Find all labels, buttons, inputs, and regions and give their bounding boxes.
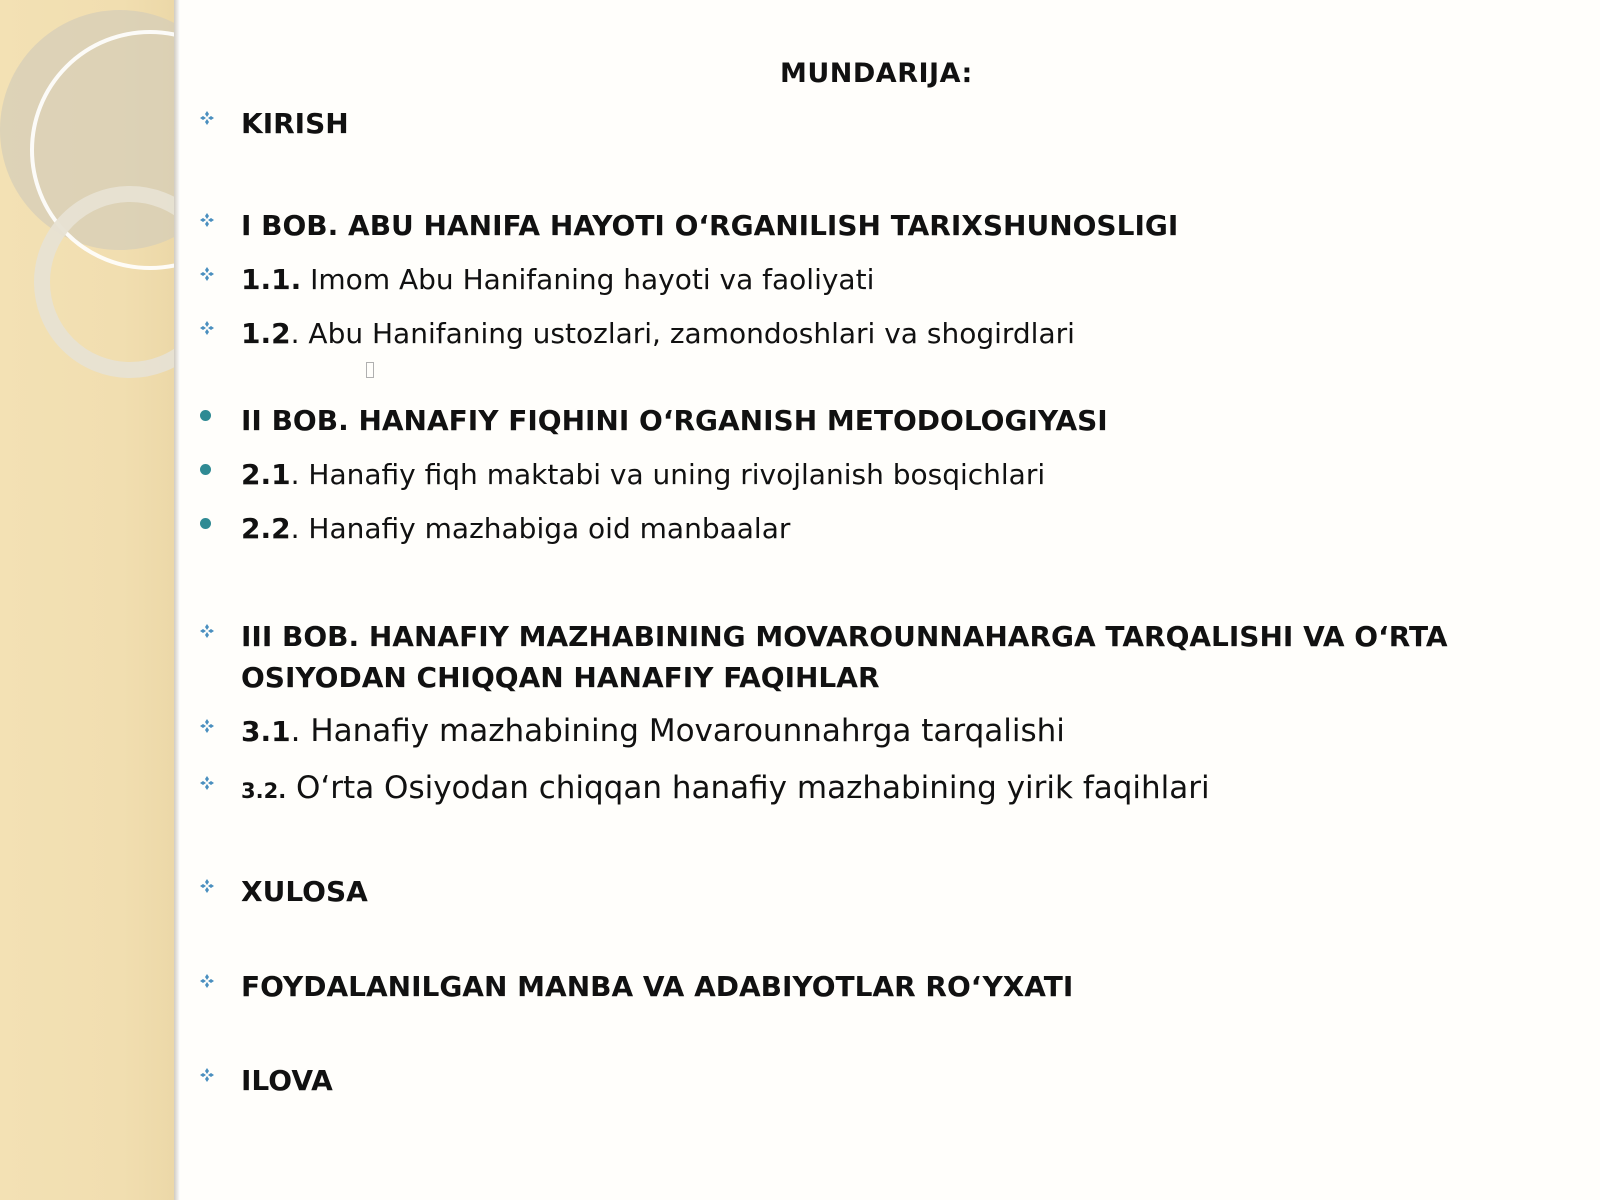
toc-heading: I BOB. ABU HANIFA HAYOTI O‘RGANILISH TARIXSHUNOSLIGI — [241, 209, 1179, 242]
diamond-bullet-icon — [198, 265, 216, 283]
decorative-circles — [0, 0, 174, 1200]
page-title: MUNDARIJA: — [780, 58, 973, 89]
section-number: 1.2 — [241, 317, 291, 350]
diamond-bullet-icon — [198, 109, 216, 127]
diamond-bullet-icon — [198, 774, 216, 792]
diamond-bullet-icon — [198, 877, 216, 895]
toc-heading: III BOB. HANAFIY MAZHABINING MOVAROUNNAHARGA TARQALISHI VA O‘RTA OSIYODAN CHIQQAN HANAFIY FAQIHLAR — [241, 620, 1448, 694]
toc-entry — [241, 259, 874, 300]
section-number: 1.1. — [241, 263, 302, 296]
slide-canvas — [180, 0, 1600, 1200]
section-title: . Hanafiy mazhabiga oid manbaalar — [290, 512, 791, 545]
section-title: . Hanafiy mazhabining Movarounnahrga tarqalishi — [290, 713, 1065, 749]
toc-entry — [241, 508, 790, 549]
decorative-side-panel — [0, 0, 174, 1200]
toc-heading: KIRISH — [241, 107, 349, 140]
diamond-bullet-icon — [198, 211, 216, 229]
section-title: . Abu Hanifaning ustozlari, zamondoshlari va shogirdlari — [290, 317, 1075, 350]
diamond-bullet-icon — [198, 319, 216, 337]
toc-heading: ILOVA — [241, 1064, 333, 1097]
dot-bullet-icon — [200, 464, 211, 475]
toc-entry — [241, 454, 1045, 495]
section-number: 2.2 — [241, 512, 291, 545]
section-number: 3.1 — [241, 715, 291, 748]
section-title: . Hanafiy fiqh maktabi va uning rivojlanish bosqichlari — [290, 458, 1046, 491]
stray-glyph-mark — [366, 362, 374, 378]
diamond-bullet-icon — [198, 972, 216, 990]
dot-bullet-icon — [200, 410, 211, 421]
dot-bullet-icon — [200, 518, 211, 529]
diamond-bullet-icon — [198, 717, 216, 735]
section-number: 3.2. — [241, 779, 287, 803]
section-title: O‘rta Osiyodan chiqqan hanafiy mazhabining yirik faqihlari — [286, 770, 1210, 806]
section-title: Imom Abu Hanifaning hayoti va faoliyati — [301, 263, 875, 296]
toc-heading: II BOB. HANAFIY FIQHINI O‘RGANISH METODOLOGIYASI — [241, 404, 1108, 437]
section-number: 2.1 — [241, 458, 291, 491]
diamond-bullet-icon — [198, 622, 216, 640]
toc-heading: XULOSA — [241, 875, 368, 908]
diamond-bullet-icon — [198, 1066, 216, 1084]
toc-entry — [241, 711, 1065, 752]
toc-entry — [241, 768, 1210, 812]
toc-heading: FOYDALANILGAN MANBA VA ADABIYOTLAR RO‘YXATI — [241, 970, 1074, 1003]
toc-entry — [241, 313, 1075, 354]
